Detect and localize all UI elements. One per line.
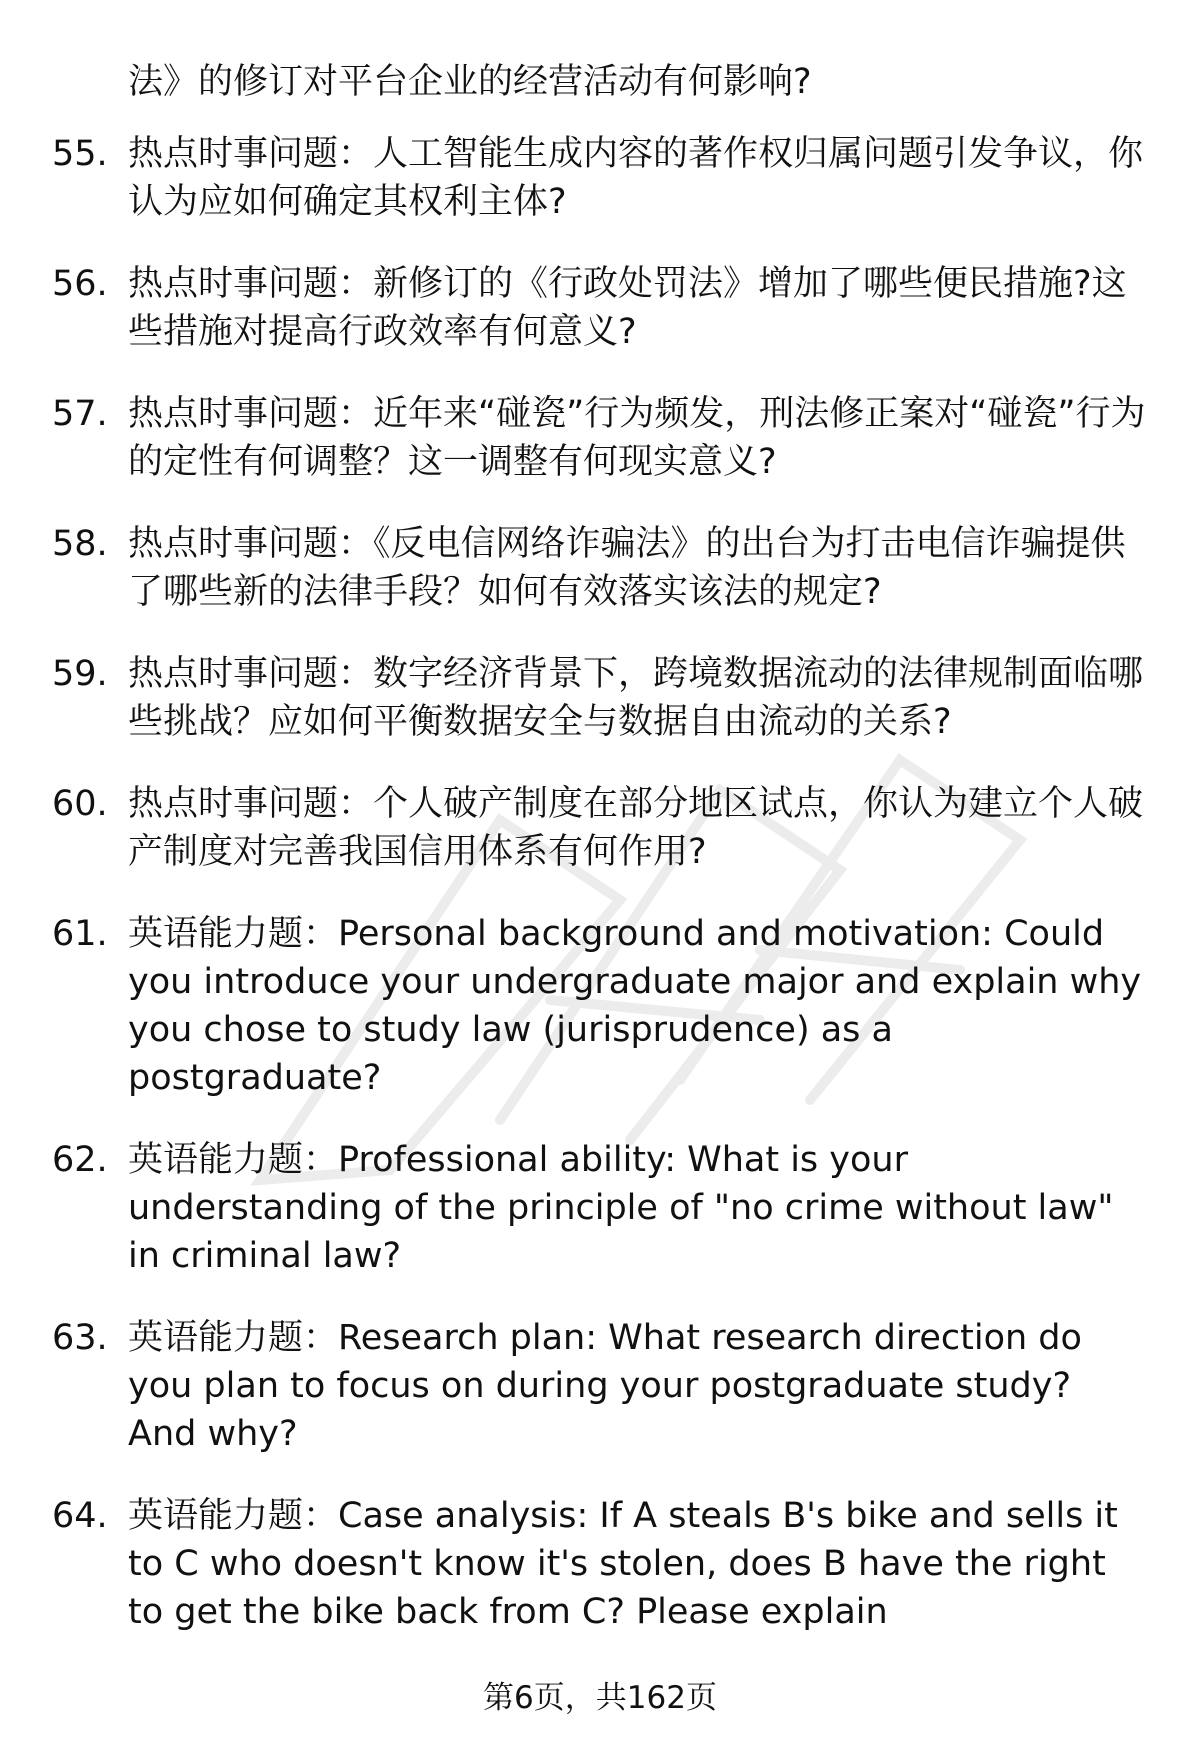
question-item — [0, 1136, 1148, 1280]
question-number: 57. — [52, 394, 108, 434]
question-text: 英语能力题：Personal background and motivation: Could you introduce your undergraduate major and explain why you chose to study law (jurisprudence) as a postgraduate? — [128, 914, 1142, 1098]
question-number: 56. — [52, 264, 108, 304]
question-item — [0, 260, 1148, 356]
question-list — [0, 130, 1200, 1670]
question-text: 热点时事问题：人工智能生成内容的著作权归属问题引发争议，你认为应如何确定其权利主体? — [128, 134, 1144, 222]
question-text: 热点时事问题：数字经济背景下，跨境数据流动的法律规制面临哪些挑战？应如何平衡数据安全与数据自由流动的关系? — [128, 654, 1144, 742]
question-text: 热点时事问题：近年来“碰瓷”行为频发，刑法修正案对“碰瓷”行为的定性有何调整？这一调整有何现实意义? — [128, 394, 1146, 482]
question-item — [0, 130, 1148, 226]
question-item — [0, 520, 1148, 616]
question-number: 60. — [52, 784, 108, 824]
question-number: 62. — [52, 1140, 108, 1180]
question-number: 59. — [52, 654, 108, 694]
question-text: 英语能力题：Professional ability: What is your understanding of the principle of "no crime without law" in criminal law? — [128, 1140, 1114, 1276]
question-item — [0, 910, 1148, 1102]
question-number: 55. — [52, 134, 108, 174]
question-item — [0, 390, 1148, 486]
question-item — [0, 1314, 1148, 1458]
question-item — [0, 780, 1148, 876]
question-number: 58. — [52, 524, 108, 564]
question-item — [0, 1492, 1148, 1636]
question-text: 热点时事问题：个人破产制度在部分地区试点，你认为建立个人破产制度对完善我国信用体系有何作用? — [128, 784, 1144, 872]
continuation-text: 法》的修订对平台企业的经营活动有何影响? — [128, 62, 812, 102]
question-text: 英语能力题：Case analysis: If A steals B's bike and sells it to C who doesn't know it's stolen, does B have the right to get the bike back from C? Please explain — [128, 1496, 1118, 1632]
question-text: 英语能力题：Research plan: What research direction do you plan to focus on during your postgraduate study? And why? — [128, 1318, 1082, 1454]
question-item — [0, 650, 1148, 746]
question-text: 热点时事问题：新修订的《行政处罚法》增加了哪些便民措施?这些措施对提高行政效率有何意义? — [128, 264, 1127, 352]
question-number: 63. — [52, 1318, 108, 1358]
page-number-footer: 第6页，共162页 — [483, 1680, 717, 1716]
question-number: 61. — [52, 914, 108, 954]
question-text: 热点时事问题：《反电信网络诈骗法》的出台为打击电信诈骗提供了哪些新的法律手段？如何有效落实该法的规定? — [128, 524, 1126, 612]
question-number: 64. — [52, 1496, 108, 1536]
